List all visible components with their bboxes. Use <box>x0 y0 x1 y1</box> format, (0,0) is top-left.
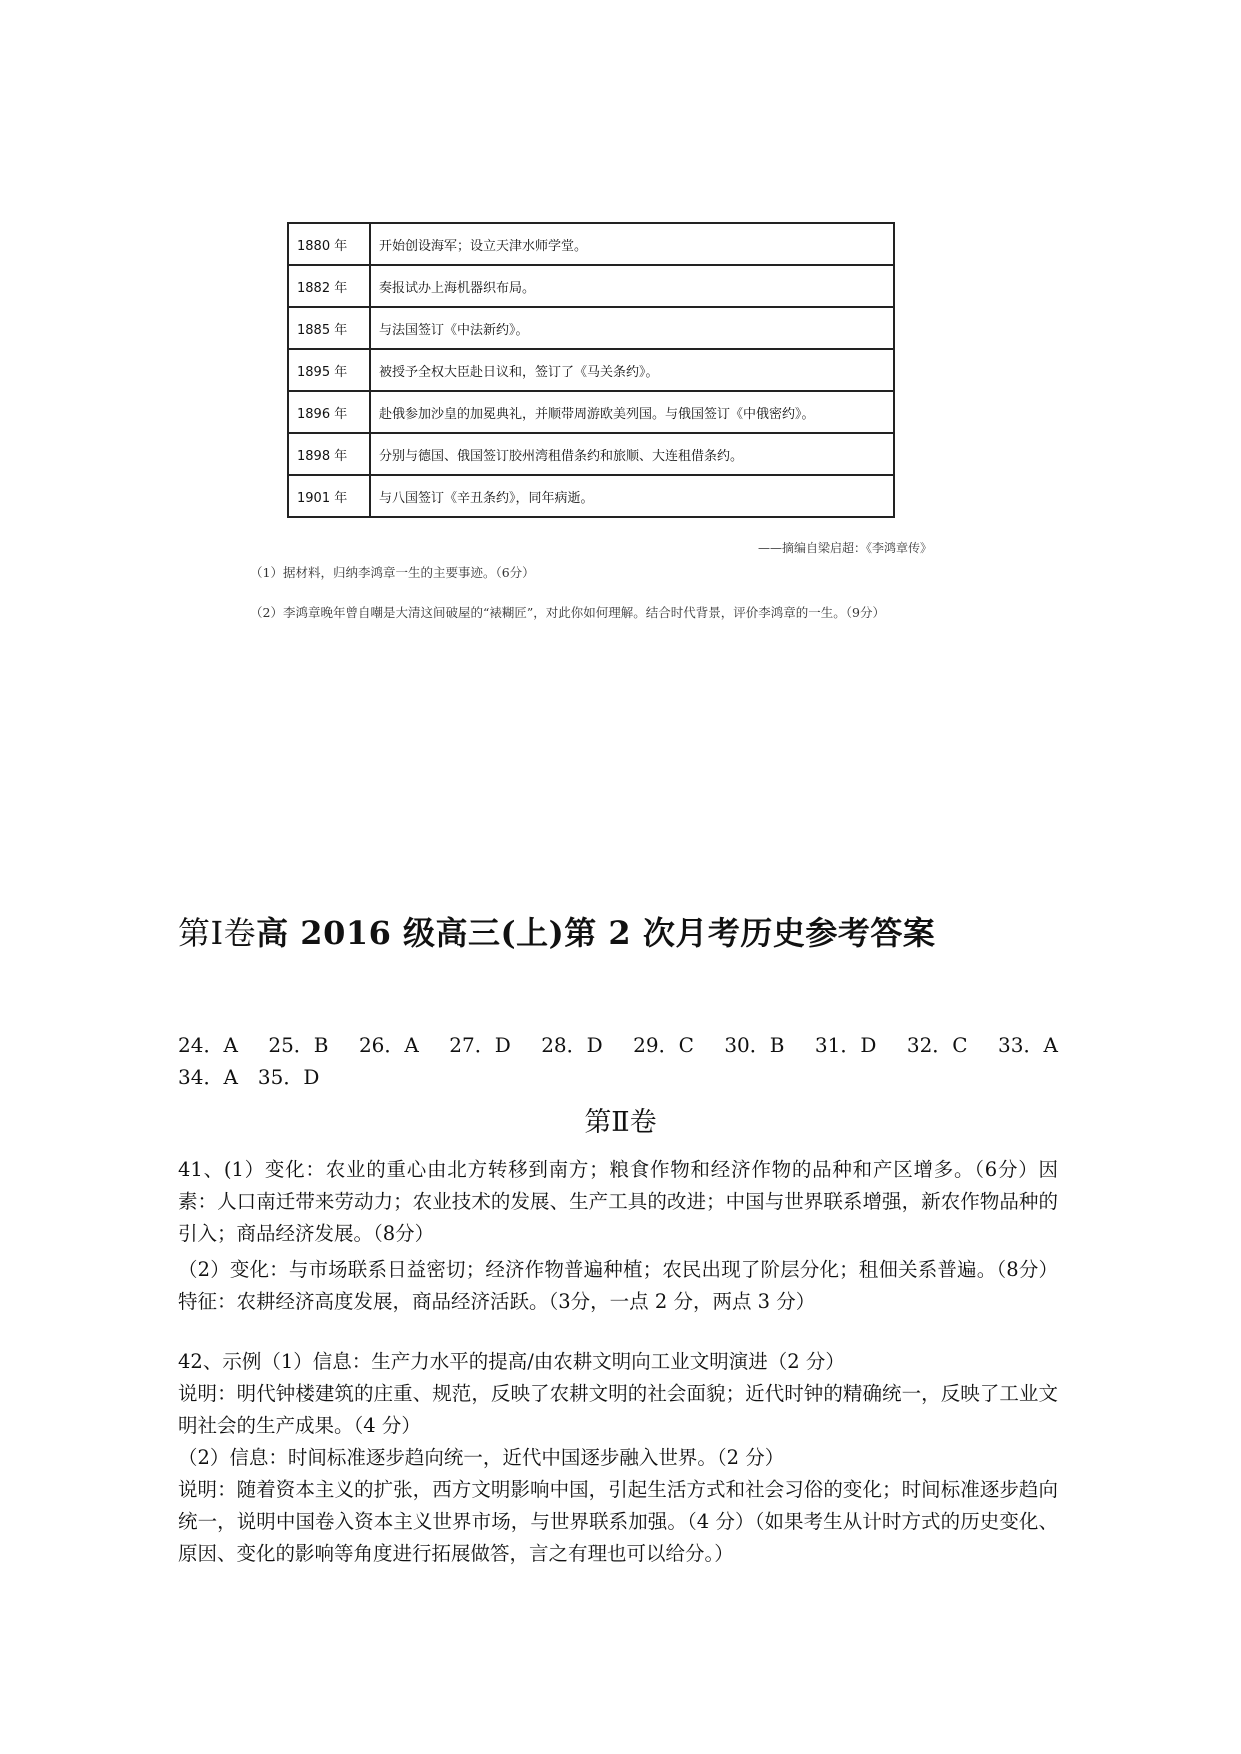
event-cell: 赴俄参加沙皇的加冕典礼，并顺带周游欧美列国。与俄国签订《中俄密约》。 <box>370 391 894 433</box>
table-row <box>288 433 894 475</box>
mc-answer: 32．C <box>906 1033 968 1057</box>
mc-answer: 26．A <box>358 1033 419 1057</box>
mc-answer: 31．D <box>814 1033 877 1057</box>
mc-answer: 35．D <box>257 1065 320 1089</box>
question-1: （1）据材料，归纳李鸿章一生的主要事迹。（6分） <box>250 565 535 580</box>
mc-answers-row-2 <box>178 1061 1058 1090</box>
mc-answer: 34．A <box>178 1065 238 1089</box>
mc-answers-row-1 <box>178 1029 1058 1058</box>
event-cell: 开始创设海军；设立天津水师学堂。 <box>370 223 894 265</box>
answer-41-part-2: （2）变化：与市场联系日益密切；经济作物普遍种植；农民出现了阶层分化；租佃关系普遍。（8分）特征：农耕经济高度发展，商品经济活跃。（3分，一点 2 分，两点 3 分） <box>178 1258 1058 1313</box>
title-prefix: 第Ⅰ卷 <box>178 914 257 952</box>
year-cell: 1895 年 <box>288 349 370 391</box>
year-cell: 1898 年 <box>288 433 370 475</box>
year-cell: 1880 年 <box>288 223 370 265</box>
answer-42-part-2: （2）信息：时间标准逐步趋向统一，近代中国逐步融入世界。（2 分） <box>178 1446 785 1469</box>
event-cell: 分别与德国、俄国签订胶州湾租借条约和旅顺、大连租借条约。 <box>370 433 894 475</box>
mc-answer: 28．D <box>541 1033 603 1057</box>
part-2-heading: 第Ⅱ卷 <box>584 1107 657 1138</box>
table-row <box>288 391 894 433</box>
year-cell: 1901 年 <box>288 475 370 517</box>
mc-answer: 30．B <box>724 1033 785 1057</box>
mc-answer: 33．A <box>998 1033 1058 1057</box>
question-2: （2）李鸿章晚年曾自嘲是大清这间破屋的“裱糊匠”，对此你如何理解。结合时代背景，评价李鸿章的一生。（9分） <box>250 605 885 620</box>
event-cell: 被授予全权大臣赴日议和，签订了《马关条约》。 <box>370 349 894 391</box>
table-row <box>288 223 894 265</box>
table-row <box>288 265 894 307</box>
mc-answer: 27．D <box>449 1033 511 1057</box>
table-row <box>288 349 894 391</box>
answer-42-part-1: 42、示例（1）信息：生产力水平的提高/由农耕文明向工业文明演进（2 分） <box>178 1350 845 1373</box>
year-cell: 1882 年 <box>288 265 370 307</box>
event-cell: 奏报试办上海机器织布局。 <box>370 265 894 307</box>
answer-42-note-1: 说明：明代钟楼建筑的庄重、规范，反映了农耕文明的社会面貌；近代时钟的精确统一，反映了工业文明社会的生产成果。（4 分） <box>178 1382 1058 1437</box>
table-row <box>288 307 894 349</box>
event-cell: 与八国签订《辛丑条约》，同年病逝。 <box>370 475 894 517</box>
answer-key-title <box>178 908 935 954</box>
timeline-table <box>287 222 895 518</box>
mc-answer: 29．C <box>633 1033 694 1057</box>
mc-answer: 24．A <box>178 1033 238 1057</box>
answer-41-part-1: 41、(1）变化：农业的重心由北方转移到南方；粮食作物和经济作物的品种和产区增多。（6分）因素：人口南迁带来劳动力；农业技术的发展、生产工具的改进；中国与世界联系增强，新农作物品种的引入；商品经济发展。（8分） <box>178 1158 1058 1245</box>
table-row <box>288 475 894 517</box>
mc-answer: 25．B <box>268 1033 329 1057</box>
year-cell: 1896 年 <box>288 391 370 433</box>
title-main: 高 2016 级高三(上)第 2 次月考历史参考答案 <box>256 914 936 952</box>
answer-42-note-2: 说明：随着资本主义的扩张，西方文明影响中国，引起生活方式和社会习俗的变化；时间标准逐步趋向统一，说明中国卷入资本主义世界市场，与世界联系加强。（4 分）（如果考生从计时方式的历史变化、原因、变化的影响等角度进行拓展做答，言之有理也可以给分。） <box>178 1478 1058 1565</box>
year-cell: 1885 年 <box>288 307 370 349</box>
source-citation: ——摘编自梁启超：《李鸿章传》 <box>757 541 932 555</box>
event-cell: 与法国签订《中法新约》。 <box>370 307 894 349</box>
